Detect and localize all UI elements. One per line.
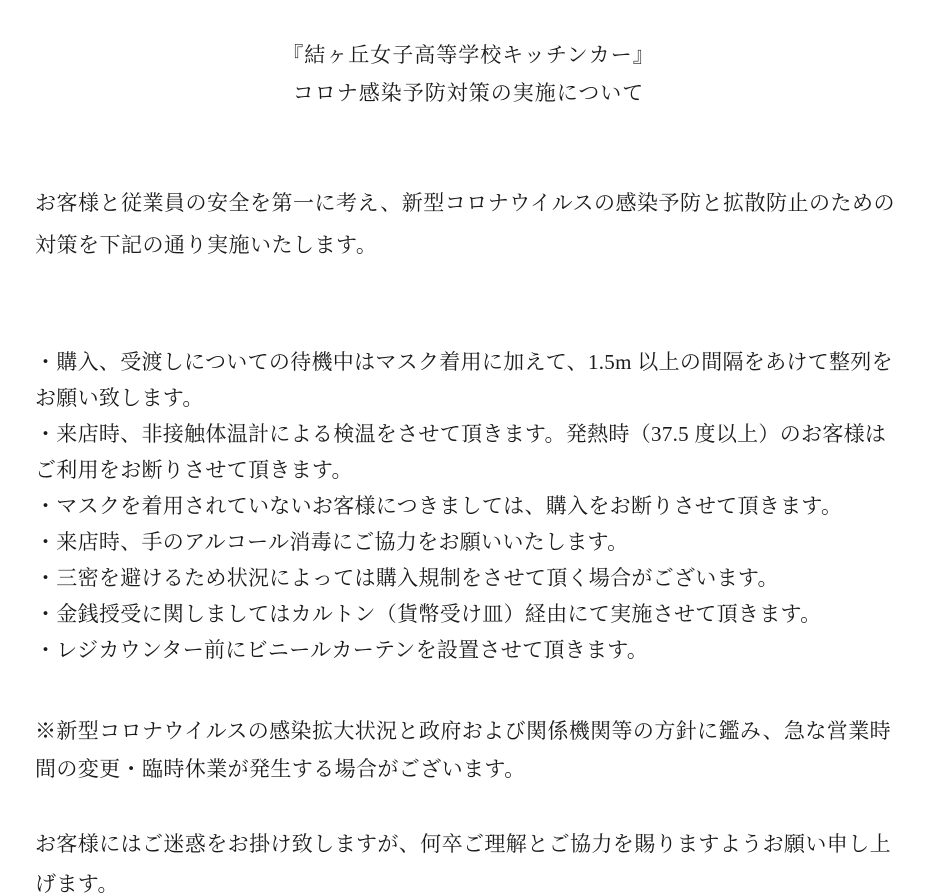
measure-item: ・購入、受渡しについての待機中はマスク着用に加えて、1.5m 以上の間隔をあけて整列をお願い致します。 <box>35 350 893 410</box>
title-line-2: コロナ感染予防対策の実施について <box>292 81 645 105</box>
intro-paragraph: お客様と従業員の安全を第一に考え、新型コロナウイルスの感染予防と拡散防止のための対策を下記の通り実施いたします。 <box>35 191 895 257</box>
measure-item: ・レジカウンター前にビニールカーテンを設置させて頂きます。 <box>35 638 649 662</box>
measure-item: ・三密を避けるため状況によっては購入規制をさせて頂く場合がございます。 <box>35 566 779 590</box>
measure-item: ・マスクを着用されていないお客様につきましては、購入をお断りさせて頂きます。 <box>35 494 843 518</box>
measure-item: ・来店時、手のアルコール消毒にご協力をお願いいたします。 <box>35 530 629 554</box>
measure-item: ・来店時、非接触体温計による検温をさせて頂きます。発熱時（37.5 度以上）のお客様はご利用をお断りさせて頂きます。 <box>35 422 887 482</box>
measure-item: ・金銭授受に関しましてはカルトン（貨幣受け皿）経由にて実施させて頂きます。 <box>35 602 822 626</box>
closing-paragraph: お客様にはご迷惑をお掛け致しますが、何卒ご理解とご協力を賜りますようお願い申し上げます。 <box>35 832 891 896</box>
measures-list <box>35 344 902 668</box>
note-paragraph: ※新型コロナウイルスの感染拡大状況と政府および関係機関等の方針に鑑み、急な営業時間の変更・臨時休業が発生する場合がございます。 <box>35 719 891 781</box>
document-title <box>35 36 902 112</box>
title-line-1: 『結ヶ丘女子高等学校キッチンカー』 <box>282 43 655 67</box>
